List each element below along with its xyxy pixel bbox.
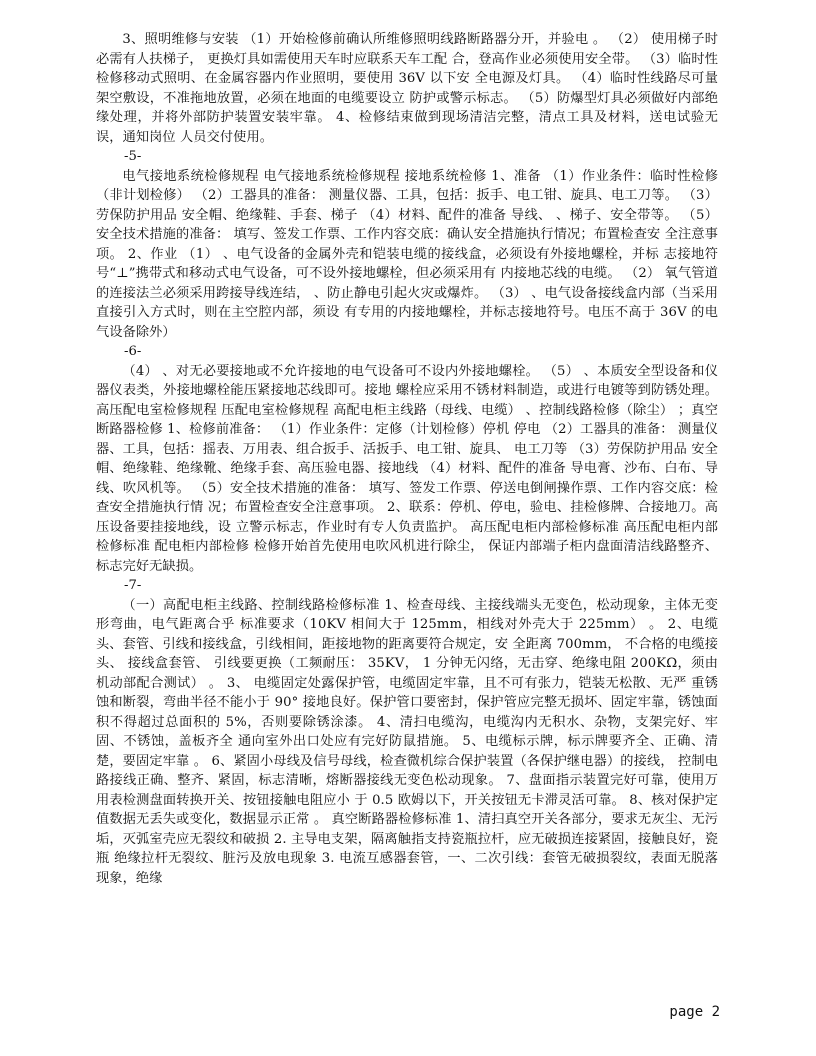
page-marker: -5- [124,149,142,164]
document-body [96,30,718,888]
paragraph-grounding-system: 电气接地系统检修规程 电气接地系统检修规程 接地系统检修 1、准备 （1）作业条件：临时性检修（非计划检修） （2）工器具的准备： 测量仪器、工具，包括：扳手、电工钳、旋具、电工刀等。 （3）劳保防护用品 安全帽、绝缘鞋、手套、梯子 （4）材料、配件的准备 导线、 、梯子、安全带等。 （5）安全技术措施的准备： 填写、签发工作票、工作内容交底：确认安全措施执行情况；布置检查安 全注意事项。 2、作业 （1） 、电气设备的金属外壳和铠装电缆的接线盒，必须设有外接地螺栓，并标 志接地符号“⊥”携带式和移动式电气设备，可不设外接地螺栓，但必须采用有 内接地芯线的电缆。 （2） 氧气管道的连接法兰必须采用跨接导线连结， 、防止静电引起火灾或爆炸。 （3） 、电气设备接线盒内部（当采用直接引入方式时，则在主空腔内部，须设 有专用的内接地螺栓，并标志接地符号。电压不高于 36V 的电气设备除外） [96,168,718,340]
page-marker: -6- [124,344,142,359]
page-marker: -7- [124,578,142,593]
paragraph-switchgear-standards: （一）高配电柜主线路、控制线路检修标准 1、检查母线、主接线端头无变色，松动现象，主体无变形弯曲，电气距离合乎 标准要求（10KV 相间大于 125mm，相线对外壳大于 225mm） 。 2、电缆头、套管、引线和接线盒，引线相间，距接地物的距离要符合规定，安 全距离 700mm， 不合格的电缆接头、 接线盒套管、 引线要更换（工频耐压： 35KV， 1 分钟无闪络，无击穿、绝缘电阻 200KΩ，须由机动部配合测试） 。 3、 电缆固定处露保护管，电缆固定牢靠，且不可有张力，铠装无松散、无严 重锈蚀和断裂，弯曲半径不能小于 90° 接地良好。保护管口要密封，保护管应完整无损坏、固定牢靠，锈蚀面积不得超过总面积的 5%，否则要除锈涂漆。 4、清扫电缆沟，电缆沟内无积水、杂物，支架完好、牢固、不锈蚀，盖板齐全 通向室外出口处应有完好防鼠措施。 5、电缆标示牌，标示牌要齐全、正确、清楚，要固定牢靠 。 6、紧固小母线及信号母线，检查微机综合保护装置（各保护继电器）的接线， 控制电路接线正确、整齐、紧固，标志清晰，熔断器接线无变色松动现象。 7、盘面指示装置完好可靠，使用万用表检测盘面转换开关、按钮接触电阻应小 于 0.5 欧姆以下，开关按钮无卡滞灵活可靠。 8、核对保护定值数据无丢失或变化，数据显示正常 。 真空断路器检修标准 1、清扫真空开关各部分，要求无灰尘、无污垢，灭弧室壳应无裂纹和破损 2. 主导电支架，隔离触指支持瓷瓶拉杆，应无破损连接紧固，接触良好，瓷瓶 绝缘拉杆无裂纹、脏污及放电现象 3. 电流互感器套管，一、二次引线：套管无破损裂纹，表面无脱落现象，绝缘 [96,597,718,886]
paragraph-lighting-maintenance: 3、照明维修与安装 （1）开始检修前确认所维修照明线路断路器分开，并验电 。 （2） 使用梯子时必需有人扶梯子， 更换灯具如需使用天车时应联系天车工配 合，登高作业必须使用安全带。 （3）临时性检修移动式照明、在金属容器内作业照明，要使用 36V 以下安 全电源及灯具。 （4）临时性线路尽可量架空敷设，不准拖地放置，必须在地面的电缆要设立 防护或警示标志。 （5）防爆型灯具必须做好内部绝缘处理，并将外部防护装置安装牢靠。 4、检修结束做到现场清洁完整，清点工具及材料，送电试验无误，通知岗位 人员交付使用。 [96,32,718,145]
page-number: page 2 [669,1004,720,1020]
paragraph-high-voltage-room: （4） 、对无必要接地或不允许接地的电气设备可不设内外接地螺栓。 （5） 、本质安全型设备和仪器仪表类，外接地螺栓能压紧接地芯线即可。接地 螺栓应采用不锈材料制造，或进行电镀等到防锈处理。 高压配电室检修规程 压配电室检修规程 高配电柜主线路（母线、电缆） 、控制线路检修（除尘） ；真空断路器检修 1、检修前准备： （1）作业条件：定修（计划检修）停机 停电 （2）工器具的准备： 测量仪器、工具，包括：摇表、万用表、组合扳手、活扳手、电工钳、旋具、 电工刀等 （3）劳保防护用品 安全帽、绝缘鞋、绝缘靴、绝缘手套、高压验电器、接地线 （4）材料、配件的准备 导电膏、沙布、白布、导线、吹风机等。 （5）安全技术措施的准备： 填写、签发工作票、停送电倒闸操作票、工作内容交底：检查安全措施执行情 况；布置检查安全注意事项。 2、联系：停机、停电，验电、挂检修牌、合接地刀。高压设备要挂接地线，设 立警示标志，作业时有专人负责监护。 高压配电柜内部检修标准 高压配电柜内部检修标准 配电柜内部检修 检修开始首先使用电吹风机进行除尘， 保证内部端子柜内盘面清洁线路整齐、 标志完好无缺损。 [96,363,718,574]
